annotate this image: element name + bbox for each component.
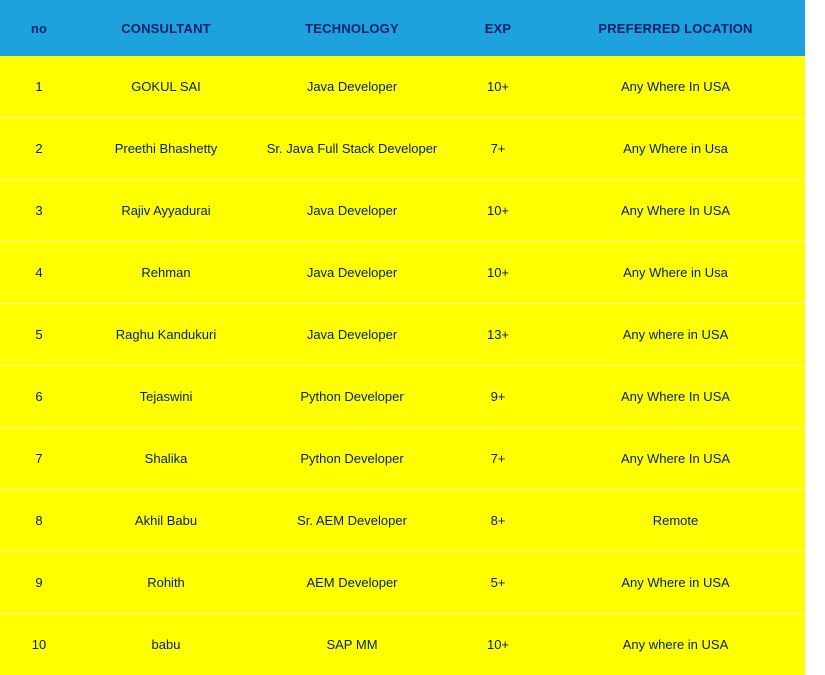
cell-location: Any Where In USA <box>546 180 805 242</box>
cell-exp: 7+ <box>450 428 546 490</box>
cell-no: 4 <box>0 242 78 304</box>
cell-exp: 10+ <box>450 614 546 675</box>
cell-exp: 10+ <box>450 242 546 304</box>
cell-exp: 8+ <box>450 490 546 552</box>
table-row <box>0 242 805 304</box>
table-body <box>0 56 805 675</box>
cell-technology: Java Developer <box>254 242 450 304</box>
cell-no: 2 <box>0 118 78 180</box>
column-header-location: PREFERRED LOCATION <box>546 0 805 56</box>
table-row <box>0 428 805 490</box>
cell-location: Any Where In USA <box>546 366 805 428</box>
cell-no: 9 <box>0 552 78 614</box>
table-row <box>0 56 805 118</box>
table-row <box>0 614 805 675</box>
column-header-exp: EXP <box>450 0 546 56</box>
cell-no: 3 <box>0 180 78 242</box>
cell-no: 1 <box>0 56 78 118</box>
cell-no: 5 <box>0 304 78 366</box>
table-row <box>0 180 805 242</box>
cell-technology: SAP MM <box>254 614 450 675</box>
cell-consultant: Shalika <box>78 428 254 490</box>
cell-no: 10 <box>0 614 78 675</box>
cell-consultant: Tejaswini <box>78 366 254 428</box>
cell-technology: Sr. Java Full Stack Developer <box>254 118 450 180</box>
cell-consultant: Raghu Kandukuri <box>78 304 254 366</box>
table-row <box>0 366 805 428</box>
cell-location: Any Where in Usa <box>546 118 805 180</box>
cell-exp: 5+ <box>450 552 546 614</box>
cell-location: Any where in USA <box>546 614 805 675</box>
table-row <box>0 304 805 366</box>
cell-location: Any Where In USA <box>546 56 805 118</box>
cell-exp: 9+ <box>450 366 546 428</box>
cell-consultant: babu <box>78 614 254 675</box>
cell-consultant: Rehman <box>78 242 254 304</box>
cell-technology: Java Developer <box>254 304 450 366</box>
cell-no: 6 <box>0 366 78 428</box>
cell-location: Any Where in Usa <box>546 242 805 304</box>
cell-consultant: Akhil Babu <box>78 490 254 552</box>
cell-technology: AEM Developer <box>254 552 450 614</box>
table-header <box>0 0 805 56</box>
table-row <box>0 552 805 614</box>
cell-location: Any Where in USA <box>546 552 805 614</box>
cell-location: Remote <box>546 490 805 552</box>
table-row <box>0 118 805 180</box>
cell-consultant: Preethi Bhashetty <box>78 118 254 180</box>
cell-technology: Java Developer <box>254 180 450 242</box>
cell-technology: Sr. AEM Developer <box>254 490 450 552</box>
cell-exp: 10+ <box>450 56 546 118</box>
cell-exp: 10+ <box>450 180 546 242</box>
cell-exp: 7+ <box>450 118 546 180</box>
cell-consultant: Rohith <box>78 552 254 614</box>
cell-no: 7 <box>0 428 78 490</box>
column-header-consultant: CONSULTANT <box>78 0 254 56</box>
cell-consultant: Rajiv Ayyadurai <box>78 180 254 242</box>
cell-exp: 13+ <box>450 304 546 366</box>
column-header-technology: TECHNOLOGY <box>254 0 450 56</box>
cell-no: 8 <box>0 490 78 552</box>
column-header-no: no <box>0 0 78 56</box>
cell-technology: Python Developer <box>254 428 450 490</box>
cell-consultant: GOKUL SAI <box>78 56 254 118</box>
cell-location: Any Where In USA <box>546 428 805 490</box>
table-header-row <box>0 0 805 56</box>
table-row <box>0 490 805 552</box>
cell-location: Any where in USA <box>546 304 805 366</box>
cell-technology: Java Developer <box>254 56 450 118</box>
cell-technology: Python Developer <box>254 366 450 428</box>
